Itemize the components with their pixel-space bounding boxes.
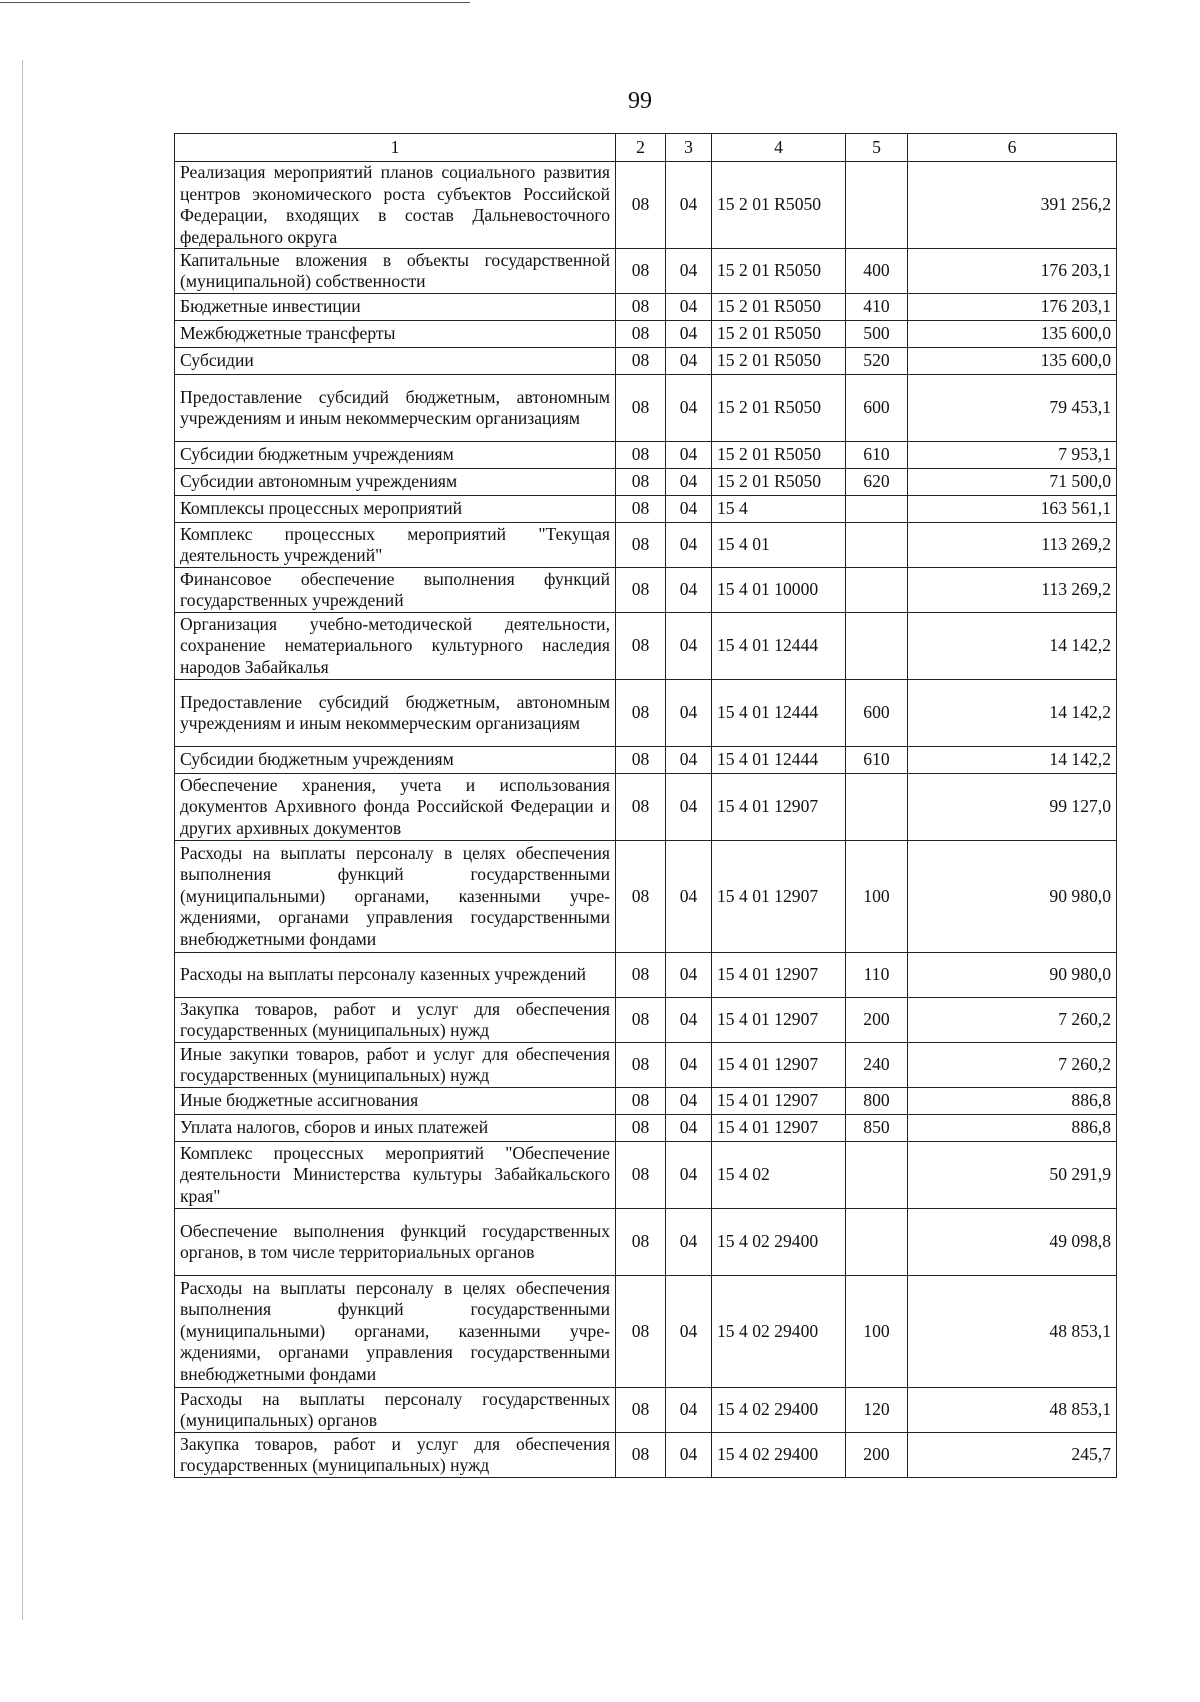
row-name-cell: Уплата налогов, сборов и иных платежей	[175, 1115, 616, 1142]
table-row	[175, 523, 1117, 568]
column-header-1: 1	[175, 134, 616, 162]
column-header-2: 2	[616, 134, 666, 162]
column-header-3: 3	[666, 134, 712, 162]
target-article-code-cell: 15 4 01 12907	[712, 953, 846, 998]
section-code-cell: 08	[616, 375, 666, 442]
expense-type-cell: 200	[846, 1433, 908, 1478]
subsection-code-cell: 04	[666, 953, 712, 998]
target-article-code-cell: 15 4 01	[712, 523, 846, 568]
row-name-cell: Реализация мероприятий планов социального развития центров экономического роста субъектов Российской Федерации, входящих в состав Дальневосточного федерального округа	[175, 162, 616, 249]
target-article-code-cell: 15 4 02 29400	[712, 1276, 846, 1388]
table-row	[175, 568, 1117, 613]
scan-edge-left	[22, 60, 23, 1620]
section-code-cell: 08	[616, 998, 666, 1043]
section-code-cell: 08	[616, 496, 666, 523]
table-row	[175, 469, 1117, 496]
section-code-cell: 08	[616, 249, 666, 294]
target-article-code-cell: 15 4 02 29400	[712, 1433, 846, 1478]
amount-cell: 135 600,0	[908, 348, 1117, 375]
target-article-code-cell: 15 4 02 29400	[712, 1209, 846, 1276]
subsection-code-cell: 04	[666, 613, 712, 680]
expense-type-cell: 410	[846, 294, 908, 321]
table-row	[175, 680, 1117, 747]
expense-type-cell: 850	[846, 1115, 908, 1142]
target-article-code-cell: 15 2 01 R5050	[712, 321, 846, 348]
amount-cell: 50 291,9	[908, 1142, 1117, 1209]
target-article-code-cell: 15 2 01 R5050	[712, 162, 846, 249]
row-name-cell: Расходы на выплаты персоналу казенных учреждений	[175, 953, 616, 998]
section-code-cell: 08	[616, 568, 666, 613]
section-code-cell: 08	[616, 953, 666, 998]
expense-type-cell	[846, 162, 908, 249]
section-code-cell: 08	[616, 680, 666, 747]
row-name-cell: Бюджетные инвестиции	[175, 294, 616, 321]
section-code-cell: 08	[616, 1276, 666, 1388]
section-code-cell: 08	[616, 162, 666, 249]
amount-cell: 14 142,2	[908, 680, 1117, 747]
expense-type-cell	[846, 613, 908, 680]
budget-table	[174, 133, 1117, 1478]
table-row	[175, 294, 1117, 321]
amount-cell: 48 853,1	[908, 1388, 1117, 1433]
column-header-6: 6	[908, 134, 1117, 162]
target-article-code-cell: 15 2 01 R5050	[712, 442, 846, 469]
subsection-code-cell: 04	[666, 774, 712, 841]
section-code-cell: 08	[616, 1088, 666, 1115]
amount-cell: 113 269,2	[908, 568, 1117, 613]
target-article-code-cell: 15 2 01 R5050	[712, 469, 846, 496]
row-name-cell: Закупка товаров, работ и услуг для обеспечения государственных (муниципальных) нужд	[175, 1433, 616, 1478]
expense-type-cell: 100	[846, 1276, 908, 1388]
amount-cell: 135 600,0	[908, 321, 1117, 348]
scan-edge-top	[0, 2, 470, 3]
amount-cell: 48 853,1	[908, 1276, 1117, 1388]
expense-type-cell	[846, 1209, 908, 1276]
subsection-code-cell: 04	[666, 523, 712, 568]
table-row	[175, 1142, 1117, 1209]
target-article-code-cell: 15 4 02	[712, 1142, 846, 1209]
section-code-cell: 08	[616, 841, 666, 953]
section-code-cell: 08	[616, 747, 666, 774]
table-row	[175, 1088, 1117, 1115]
section-code-cell: 08	[616, 1043, 666, 1088]
subsection-code-cell: 04	[666, 162, 712, 249]
row-name-cell: Иные бюджетные ассигнования	[175, 1088, 616, 1115]
subsection-code-cell: 04	[666, 998, 712, 1043]
table-row	[175, 1043, 1117, 1088]
expense-type-cell: 200	[846, 998, 908, 1043]
amount-cell: 176 203,1	[908, 294, 1117, 321]
section-code-cell: 08	[616, 523, 666, 568]
amount-cell: 7 260,2	[908, 1043, 1117, 1088]
subsection-code-cell: 04	[666, 1276, 712, 1388]
subsection-code-cell: 04	[666, 469, 712, 496]
table-row	[175, 1433, 1117, 1478]
column-number-row	[175, 134, 1117, 162]
table-row	[175, 1276, 1117, 1388]
section-code-cell: 08	[616, 774, 666, 841]
section-code-cell: 08	[616, 1209, 666, 1276]
expense-type-cell: 110	[846, 953, 908, 998]
amount-cell: 245,7	[908, 1433, 1117, 1478]
row-name-cell: Комплексы процессных мероприятий	[175, 496, 616, 523]
section-code-cell: 08	[616, 321, 666, 348]
target-article-code-cell: 15 4 01 12907	[712, 1088, 846, 1115]
table-row	[175, 442, 1117, 469]
subsection-code-cell: 04	[666, 1388, 712, 1433]
page-number: 99	[628, 88, 652, 114]
amount-cell: 71 500,0	[908, 469, 1117, 496]
amount-cell: 7 260,2	[908, 998, 1117, 1043]
section-code-cell: 08	[616, 348, 666, 375]
amount-cell: 90 980,0	[908, 953, 1117, 998]
expense-type-cell: 610	[846, 747, 908, 774]
row-name-cell: Закупка товаров, работ и услуг для обеспечения государственных (муниципальных) нужд	[175, 998, 616, 1043]
expense-type-cell	[846, 496, 908, 523]
target-article-code-cell: 15 4 01 12907	[712, 1115, 846, 1142]
target-article-code-cell: 15 4 01 12907	[712, 1043, 846, 1088]
subsection-code-cell: 04	[666, 375, 712, 442]
expense-type-cell: 500	[846, 321, 908, 348]
target-article-code-cell: 15 4	[712, 496, 846, 523]
row-name-cell: Расходы на выплаты персоналу в целях обеспечения выполнения функций государственными (муниципальными) органами, казенными учреждениями, органами управления государственными внебюджетными фондами	[175, 841, 616, 953]
table-row	[175, 496, 1117, 523]
row-name-cell: Предоставление субсидий бюджетным, автономным учреждениям и иным некоммерческим организациям	[175, 375, 616, 442]
subsection-code-cell: 04	[666, 568, 712, 613]
section-code-cell: 08	[616, 613, 666, 680]
row-name-cell: Капитальные вложения в объекты государственной (муниципальной) собственности	[175, 249, 616, 294]
table-row	[175, 1388, 1117, 1433]
section-code-cell: 08	[616, 1388, 666, 1433]
table-row	[175, 953, 1117, 998]
section-code-cell: 08	[616, 1433, 666, 1478]
subsection-code-cell: 04	[666, 321, 712, 348]
target-article-code-cell: 15 4 01 12907	[712, 998, 846, 1043]
expense-type-cell: 120	[846, 1388, 908, 1433]
amount-cell: 886,8	[908, 1115, 1117, 1142]
row-name-cell: Субсидии	[175, 348, 616, 375]
row-name-cell: Финансовое обеспечение выполнения функций государственных учреждений	[175, 568, 616, 613]
target-article-code-cell: 15 4 01 12444	[712, 747, 846, 774]
subsection-code-cell: 04	[666, 1142, 712, 1209]
amount-cell: 113 269,2	[908, 523, 1117, 568]
table-row	[175, 613, 1117, 680]
row-name-cell: Субсидии бюджетным учреждениям	[175, 747, 616, 774]
target-article-code-cell: 15 4 01 12907	[712, 774, 846, 841]
target-article-code-cell: 15 2 01 R5050	[712, 249, 846, 294]
target-article-code-cell: 15 4 01 10000	[712, 568, 846, 613]
subsection-code-cell: 04	[666, 442, 712, 469]
amount-cell: 176 203,1	[908, 249, 1117, 294]
amount-cell: 14 142,2	[908, 747, 1117, 774]
target-article-code-cell: 15 2 01 R5050	[712, 294, 846, 321]
row-name-cell: Иные закупки товаров, работ и услуг для обеспечения государственных (муниципальных) нужд	[175, 1043, 616, 1088]
row-name-cell: Расходы на выплаты персоналу государственных (муниципальных) органов	[175, 1388, 616, 1433]
amount-cell: 163 561,1	[908, 496, 1117, 523]
column-header-5: 5	[846, 134, 908, 162]
table-row	[175, 841, 1117, 953]
amount-cell: 79 453,1	[908, 375, 1117, 442]
row-name-cell: Предоставление субсидий бюджетным, автономным учреждениям и иным некоммерческим организациям	[175, 680, 616, 747]
expense-type-cell: 800	[846, 1088, 908, 1115]
table-row	[175, 774, 1117, 841]
expense-type-cell: 600	[846, 375, 908, 442]
amount-cell: 886,8	[908, 1088, 1117, 1115]
table-row	[175, 375, 1117, 442]
expense-type-cell: 620	[846, 469, 908, 496]
amount-cell: 49 098,8	[908, 1209, 1117, 1276]
subsection-code-cell: 04	[666, 1433, 712, 1478]
row-name-cell: Субсидии автономным учреждениям	[175, 469, 616, 496]
target-article-code-cell: 15 2 01 R5050	[712, 375, 846, 442]
section-code-cell: 08	[616, 442, 666, 469]
row-name-cell: Обеспечение выполнения функций государственных органов, в том числе территориальных органов	[175, 1209, 616, 1276]
expense-type-cell: 520	[846, 348, 908, 375]
subsection-code-cell: 04	[666, 249, 712, 294]
amount-cell: 7 953,1	[908, 442, 1117, 469]
subsection-code-cell: 04	[666, 747, 712, 774]
target-article-code-cell: 15 4 01 12907	[712, 841, 846, 953]
target-article-code-cell: 15 4 01 12444	[712, 613, 846, 680]
table-row	[175, 162, 1117, 249]
subsection-code-cell: 04	[666, 1209, 712, 1276]
subsection-code-cell: 04	[666, 1043, 712, 1088]
table-row	[175, 1115, 1117, 1142]
expense-type-cell: 600	[846, 680, 908, 747]
subsection-code-cell: 04	[666, 1088, 712, 1115]
expense-type-cell: 100	[846, 841, 908, 953]
target-article-code-cell: 15 2 01 R5050	[712, 348, 846, 375]
target-article-code-cell: 15 4 02 29400	[712, 1388, 846, 1433]
subsection-code-cell: 04	[666, 680, 712, 747]
section-code-cell: 08	[616, 294, 666, 321]
column-header-4: 4	[712, 134, 846, 162]
row-name-cell: Обеспечение хранения, учета и использования документов Архивного фонда Российской Федерации и других архивных документов	[175, 774, 616, 841]
subsection-code-cell: 04	[666, 294, 712, 321]
expense-type-cell	[846, 523, 908, 568]
expense-type-cell: 240	[846, 1043, 908, 1088]
table-row	[175, 998, 1117, 1043]
table-row	[175, 1209, 1117, 1276]
table-row	[175, 747, 1117, 774]
table-row	[175, 321, 1117, 348]
expense-type-cell	[846, 1142, 908, 1209]
subsection-code-cell: 04	[666, 348, 712, 375]
table-row	[175, 348, 1117, 375]
subsection-code-cell: 04	[666, 496, 712, 523]
row-name-cell: Субсидии бюджетным учреждениям	[175, 442, 616, 469]
amount-cell: 14 142,2	[908, 613, 1117, 680]
subsection-code-cell: 04	[666, 841, 712, 953]
expense-type-cell	[846, 774, 908, 841]
row-name-cell: Организация учебно-методической деятельности, сохранение нематериального культурного наследия народов Забайкалья	[175, 613, 616, 680]
budget-table-body	[175, 134, 1117, 1478]
row-name-cell: Расходы на выплаты персоналу в целях обеспечения выполнения функций государственными (муниципальными) органами, казенными учреждениями, органами управления государственными внебюджетными фондами	[175, 1276, 616, 1388]
expense-type-cell: 610	[846, 442, 908, 469]
expense-type-cell: 400	[846, 249, 908, 294]
row-name-cell: Комплекс процессных мероприятий "Текущая деятельность учреждений"	[175, 523, 616, 568]
amount-cell: 99 127,0	[908, 774, 1117, 841]
subsection-code-cell: 04	[666, 1115, 712, 1142]
section-code-cell: 08	[616, 1115, 666, 1142]
row-name-cell: Комплекс процессных мероприятий "Обеспечение деятельности Министерства культуры Забайкальского края"	[175, 1142, 616, 1209]
section-code-cell: 08	[616, 1142, 666, 1209]
table-row	[175, 249, 1117, 294]
row-name-cell: Межбюджетные трансферты	[175, 321, 616, 348]
section-code-cell: 08	[616, 469, 666, 496]
amount-cell: 391 256,2	[908, 162, 1117, 249]
expense-type-cell	[846, 568, 908, 613]
amount-cell: 90 980,0	[908, 841, 1117, 953]
target-article-code-cell: 15 4 01 12444	[712, 680, 846, 747]
